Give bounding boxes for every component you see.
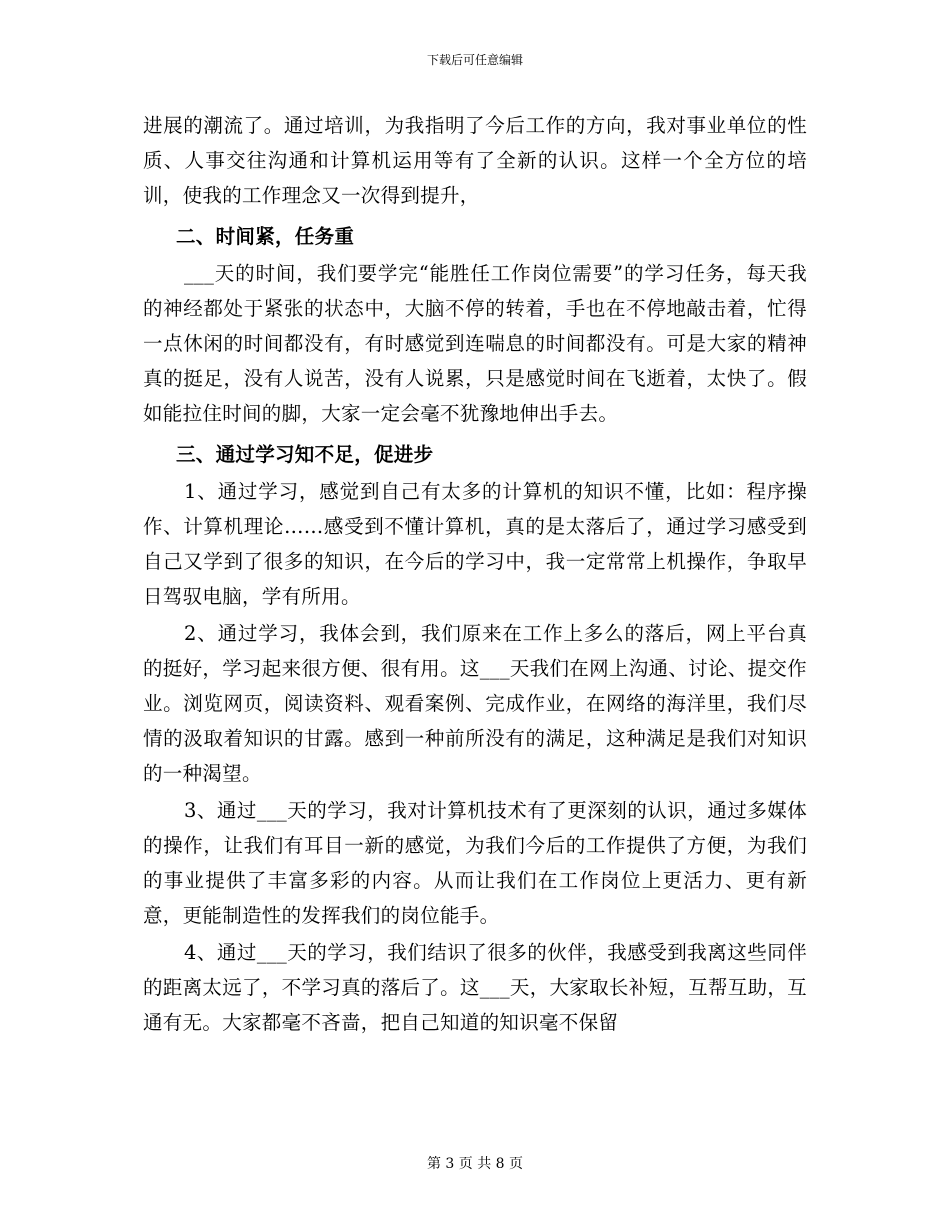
section-heading-2: 二、时间紧，任务重 (176, 225, 355, 248)
paragraph-point-4: 4、通过___天的学习，我们结识了很多的伙伴，我感受到我离这些同伴的距离太远了，不学习真的落后了。这___天，大家取长补短，互帮互助，互通有无。大家都毫不吝啬，把自己知道的知识毫不保留 (143, 941, 807, 1034)
section-heading-3: 三、通过学习知不足，促进步 (176, 443, 434, 466)
paragraph-point-3: 3、通过___天的学习，我对计算机技术有了更深刻的认识，通过多媒体的操作，让我们有耳目一新的感觉，为我们今后的工作提供了方便，为我们的事业提供了丰富多彩的内容。从而让我们在工作岗位上更活力、更有新意，更能制造性的发挥我们的岗位能手。 (143, 799, 807, 927)
paragraph-point-1: 1、通过学习，感觉到自己有太多的计算机的知识不懂，比如：程序操作、计算机理论……感受到不懂计算机，真的是太落后了，通过学习感受到自己又学到了很多的知识，在今后的学习中，我一定常常上机操作，争取早日驾驭电脑，学有所用。 (143, 480, 807, 608)
page-header: 下载后可任意编辑 (426, 53, 523, 67)
paragraph-continuation: 进展的潮流了。通过培训，为我指明了今后工作的方向，我对事业单位的性质、人事交往沟通和计算机运用等有了全新的认识。这样一个全方位的培训，使我的工作理念又一次得到提升， (143, 114, 807, 207)
paragraph-time-pressure: ___天的时间，我们要学完“能胜任工作岗位需要”的学习任务，每天我的神经都处于紧张的状态中，大脑不停的转着，手也在不停地敲击着，忙得一点休闲的时间都没有，有时感觉到连喘息的时间都没有。可是大家的精神真的挺足，没有人说苦，没有人说累，只是感觉时间在飞逝着，太快了。假如能拉住时间的脚，大家一定会毫不犹豫地伸出手去。 (143, 262, 807, 425)
page-footer: 第 3 页 共 8 页 (426, 1156, 524, 1172)
paragraph-point-2: 2、通过学习，我体会到，我们原来在工作上多么的落后，网上平台真的挺好，学习起来很方便、很有用。这___天我们在网上沟通、讨论、提交作业。浏览网页，阅读资料、观看案例、完成作业，在网络的海洋里，我们尽情的汲取着知识的甘露。感到一种前所没有的满足，这种满足是我们对知识的一种渴望。 (143, 622, 807, 785)
document-body (143, 108, 807, 1040)
